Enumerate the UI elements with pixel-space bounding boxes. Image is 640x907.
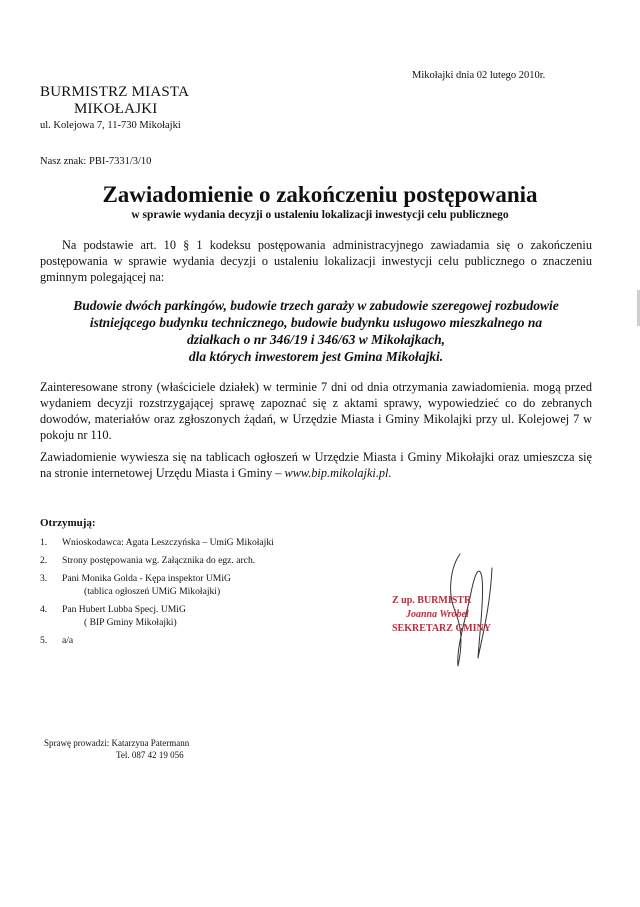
document-date: Mikołajki dnia 02 lutego 2010r. — [412, 70, 546, 81]
bip-link[interactable]: www.bip.mikolajki.pl. — [284, 466, 392, 480]
stamp-name: Joanna Wróbel — [406, 609, 469, 620]
stamp-line: Z up. BURMISTR — [392, 595, 472, 606]
list-number: 2. — [40, 555, 48, 566]
investment-line: działkach o nr 346/19 i 346/63 w Mikołajkach, — [186, 332, 446, 347]
list-text: Strony postępowania wg. Załącznika do egz. arch. — [62, 555, 256, 566]
list-text: Pan Hubert Lubba Specj. UMiG — [62, 604, 186, 615]
document-title: Zawiadomienie o zakończeniu postępowania — [102, 182, 538, 207]
list-item — [40, 634, 360, 647]
investment-description — [40, 297, 592, 365]
investment-line: istniejącego budynku technicznego, budowie budynku usługowo mieszkalnego na — [89, 315, 543, 330]
list-number: 5. — [40, 635, 48, 646]
list-subtext: (tablica ogłoszeń UMiG Mikołajki) — [84, 586, 221, 597]
list-text: a/a — [62, 635, 74, 646]
list-item — [40, 603, 360, 616]
list-number: 3. — [40, 573, 48, 584]
list-item-sub — [40, 585, 360, 598]
reference-number: Nasz znak: PBI-7331/3/10 — [40, 156, 152, 167]
investment-line: Budowie dwóch parkingów, budowie trzech garaży w zabudowie szeregowej rozbudowie — [73, 298, 559, 313]
case-phone: Tel. 087 42 19 056 — [116, 750, 184, 760]
issuer-address: ul. Kolejowa 7, 11-730 Mikołajki — [40, 120, 181, 131]
document-subtitle: w sprawie wydania decyzji o ustaleniu lokalizacji inwestycji celu publicznego — [131, 209, 509, 221]
investment-line: dla których inwestorem jest Gmina Mikołajki. — [188, 349, 444, 364]
publication-text: Zawiadomienie wywiesza się na tablicach ogłoszeń w Urzędzie Miasta i Gminy Mikołajki oraz umieszcza się na stronie internetowej Urzędu Miasta i Gminy – — [40, 450, 592, 480]
paragraph-parties-rights: Zainteresowane strony (właściciele działek) w terminie 7 dni od dnia otrzymania zawiadomienia. mogą przed wydaniem decyzji rozstrzygającej sprawę zapoznać się z aktami sprawy, wypowiedzieć co do zebranych dowodów, materiałów oraz zgłoszonych żądań, w Urzędzie Miasta i Gminy Mikolajki przy ul. Kolejowej 7 w pokoju nr 110. — [40, 380, 592, 442]
official-stamp — [392, 594, 512, 636]
issuer-town: MIKOŁAJKI — [74, 101, 158, 117]
list-text: Wnioskodawca: Agata Leszczyńska – UmiG Mikołajki — [62, 537, 274, 548]
list-item — [40, 536, 360, 549]
list-number: 4. — [40, 604, 48, 615]
paragraph-publication — [40, 449, 592, 481]
list-text: Pani Monika Golda - Kępa inspektor UMiG — [62, 573, 231, 584]
list-item — [40, 572, 360, 585]
list-number: 1. — [40, 537, 48, 548]
recipients-heading: Otrzymują: — [40, 517, 96, 529]
list-subtext: ( BIP Gminy Mikołajki) — [84, 617, 177, 628]
case-handler: Sprawę prowadzi: Katarzyna Patermann — [44, 738, 190, 748]
list-item — [40, 554, 360, 567]
paragraph-legal-basis: Na podstawie art. 10 § 1 kodeksu postępowania administracyjnego zawiadamia się o zakończeniu postępowania w sprawie wydania decyzji o ustaleniu lokalizacji inwestycji celu publicznego o znaczeniu gminnym polegającej na: — [40, 238, 592, 284]
stamp-line: SEKRETARZ GMINY — [392, 623, 491, 634]
recipients-list — [40, 536, 360, 647]
issuer-name: BURMISTRZ MIASTA — [40, 84, 190, 100]
list-item-sub — [40, 616, 360, 629]
